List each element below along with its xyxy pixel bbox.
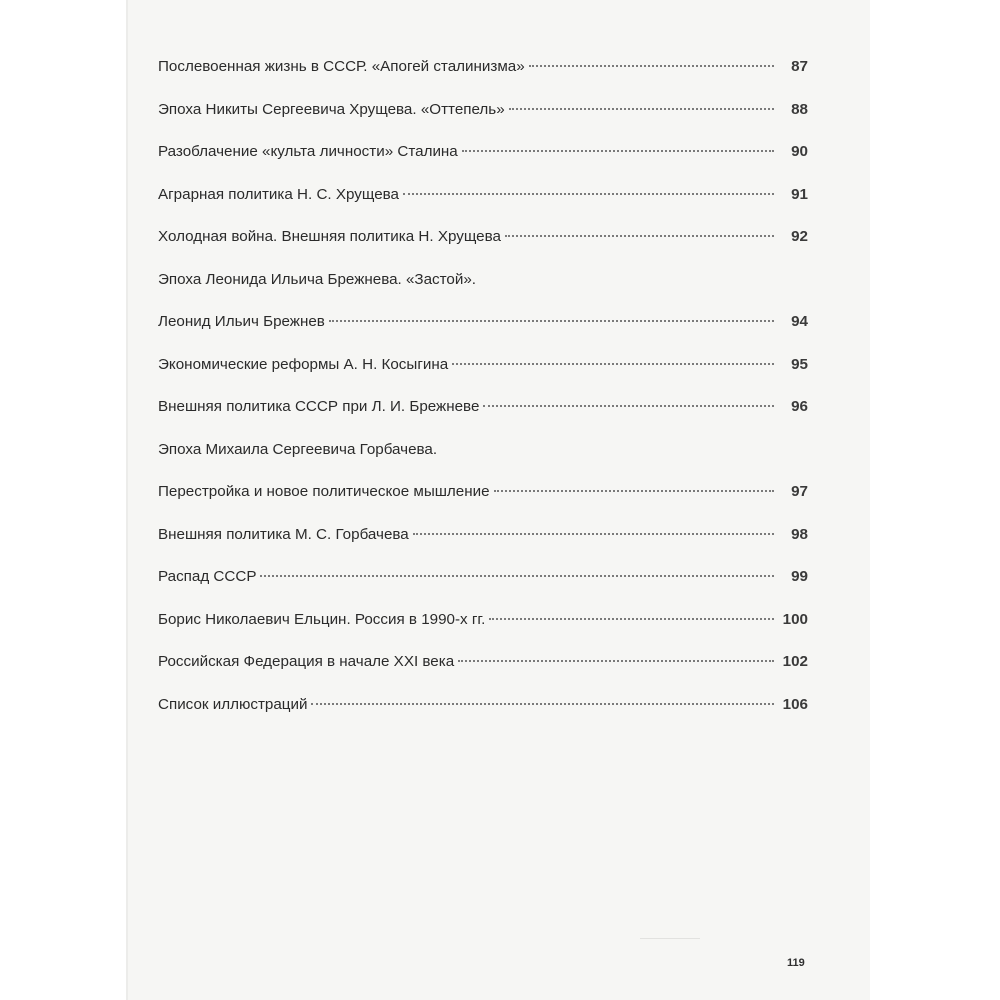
toc-entry: [158, 216, 808, 259]
dot-leader: [452, 363, 774, 365]
toc-section-heading: [158, 429, 808, 472]
toc-entry: [158, 386, 808, 429]
toc-entry: [158, 46, 808, 89]
toc-entry: [158, 131, 808, 174]
toc-entry-title: Эпоха Леонида Ильича Брежнева. «Застой».: [158, 270, 477, 288]
toc-entry: [158, 471, 808, 514]
toc-entry: [158, 174, 808, 217]
toc-entry-title: Экономические реформы А. Н. Косыгина: [158, 355, 449, 373]
toc-entry: [158, 89, 808, 132]
toc-entry-title: Послевоенная жизнь в СССР. «Апогей сталинизма»: [158, 58, 525, 75]
toc-entry-title: Холодная война. Внешняя политика Н. Хрущева: [158, 228, 501, 245]
toc-entry: [158, 344, 808, 387]
toc-entry-title: Разоблачение «культа личности» Сталина: [158, 143, 458, 160]
toc-entry-page: 96: [791, 398, 808, 415]
dot-leader: [509, 108, 774, 110]
toc-entry-title: Внешняя политика М. С. Горбачева: [158, 525, 409, 543]
toc-entry-page: 102: [782, 653, 808, 670]
dot-leader: [329, 320, 774, 322]
dot-leader: [458, 660, 774, 662]
toc-entry-page: 100: [782, 610, 808, 628]
toc-entry-title: Леонид Ильич Брежнев: [158, 313, 325, 330]
dot-leader: [529, 65, 774, 67]
toc-entry-title: Борис Николаевич Ельцин. Россия в 1990-х гг.: [158, 610, 486, 628]
toc-entry-title: Распад СССР: [158, 568, 257, 585]
toc-entry-page: 94: [791, 313, 808, 330]
toc-entry-page: 90: [791, 143, 808, 160]
toc-entry-page: 88: [791, 100, 808, 118]
dot-leader: [311, 703, 774, 705]
toc-entry: [158, 641, 808, 684]
dot-leader: [462, 150, 774, 152]
toc-entry-page: 97: [791, 483, 808, 500]
toc-entry-title: Внешняя политика СССР при Л. И. Брежневе: [158, 398, 480, 415]
toc-entry-page: 87: [791, 58, 808, 75]
toc-entry: [158, 684, 808, 727]
page-number: 119: [787, 957, 805, 969]
toc-entry-title: Эпоха Никиты Сергеевича Хрущева. «Оттепель»: [158, 100, 505, 118]
toc-entry: [158, 556, 808, 599]
toc-entry-page: 99: [791, 568, 808, 585]
toc-section-heading: [158, 259, 808, 302]
toc-entry-page: 106: [782, 695, 808, 713]
dot-leader: [483, 405, 774, 407]
dot-leader: [505, 235, 774, 237]
toc-entry-page: 95: [791, 355, 808, 373]
toc-entry-title: Перестройка и новое политическое мышление: [158, 483, 490, 500]
toc-entry-title: Аграрная политика Н. С. Хрущева: [158, 185, 399, 203]
toc-entry: [158, 301, 808, 344]
dot-leader: [260, 575, 774, 577]
toc-entry-page: 91: [791, 185, 808, 203]
dot-leader: [489, 618, 774, 620]
table-of-contents: [158, 46, 808, 726]
toc-entry: [158, 514, 808, 557]
dot-leader: [494, 490, 774, 492]
toc-entry-page: 98: [791, 525, 808, 543]
toc-entry-title: Российская Федерация в начале XXI века: [158, 653, 455, 670]
paper-crease: [640, 938, 700, 939]
toc-entry-title: Эпоха Михаила Сергеевича Горбачева.: [158, 440, 438, 458]
toc-entry-title: Список иллюстраций: [158, 695, 308, 713]
dot-leader: [413, 533, 774, 535]
toc-entry: [158, 599, 808, 642]
toc-entry-page: 92: [791, 228, 808, 245]
dot-leader: [403, 193, 774, 195]
